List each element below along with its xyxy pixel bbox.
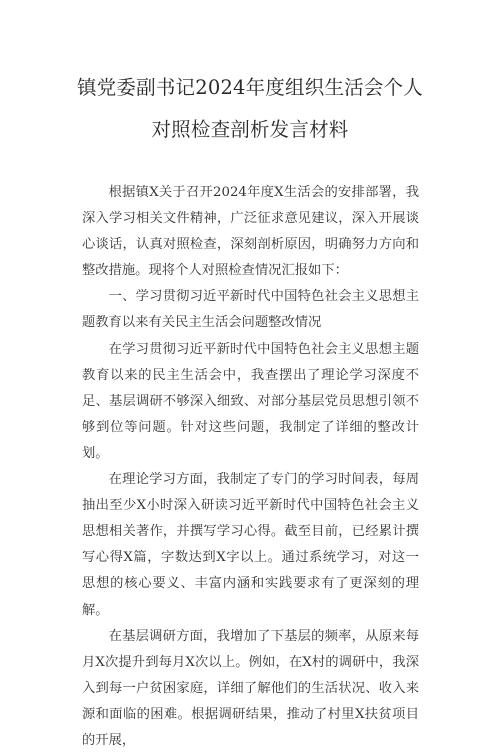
document-body [82,180,419,754]
body-paragraph-intro: 根据镇X关于召开2024年度X生活会的安排部署，我深入学习相关文件精神，广泛征求意见建议，深入开展谈心谈话，认真对照检查，深刻剖析原因，明确努力方向和整改措施。现将个人对照检查情况汇报如下： [82,185,419,279]
document-title-line-2: 对照检查剖析发言材料 [151,118,349,141]
body-paragraph-overview: 在学习贯彻习近平新时代中国特色社会主义思想主题教育以来的民主生活会中，我查摆出了理论学习深度不足、基层调研不够深入细致、对部分基层党员思想引领不够到位等问题。针对这些问题，我制定了详细的整改计划。 [82,341,419,461]
body-paragraph-theory-study: 在理论学习方面，我制定了专门的学习时间表，每周抽出至少X小时深入研读习近平新时代中国特色社会主义思想相关著作，并撰写学习心得。截至目前，已经累计撰写心得X篇，字数达到X字以上。通过系统学习，对这一思想的核心要义、丰富内涵和实践要求有了更深刻的理解。 [82,472,419,618]
document-title-line-1: 镇党委副书记2024年度组织生活会个人 [77,76,423,99]
section-heading-1: 一、学习贯彻习近平新时代中国特色社会主义思想主题教育以来有关民主生活会问题整改情况 [82,289,419,331]
body-paragraph-grassroots-research: 在基层调研方面，我增加了下基层的频率，从原来每月X次提升到每月X次以上。例如，在X村的调研中，我深入到每一户贫困家庭，详细了解他们的生活状况、收入来源和面临的困难。根据调研结果，推动了村里X扶贫项目的开展， [82,628,419,748]
